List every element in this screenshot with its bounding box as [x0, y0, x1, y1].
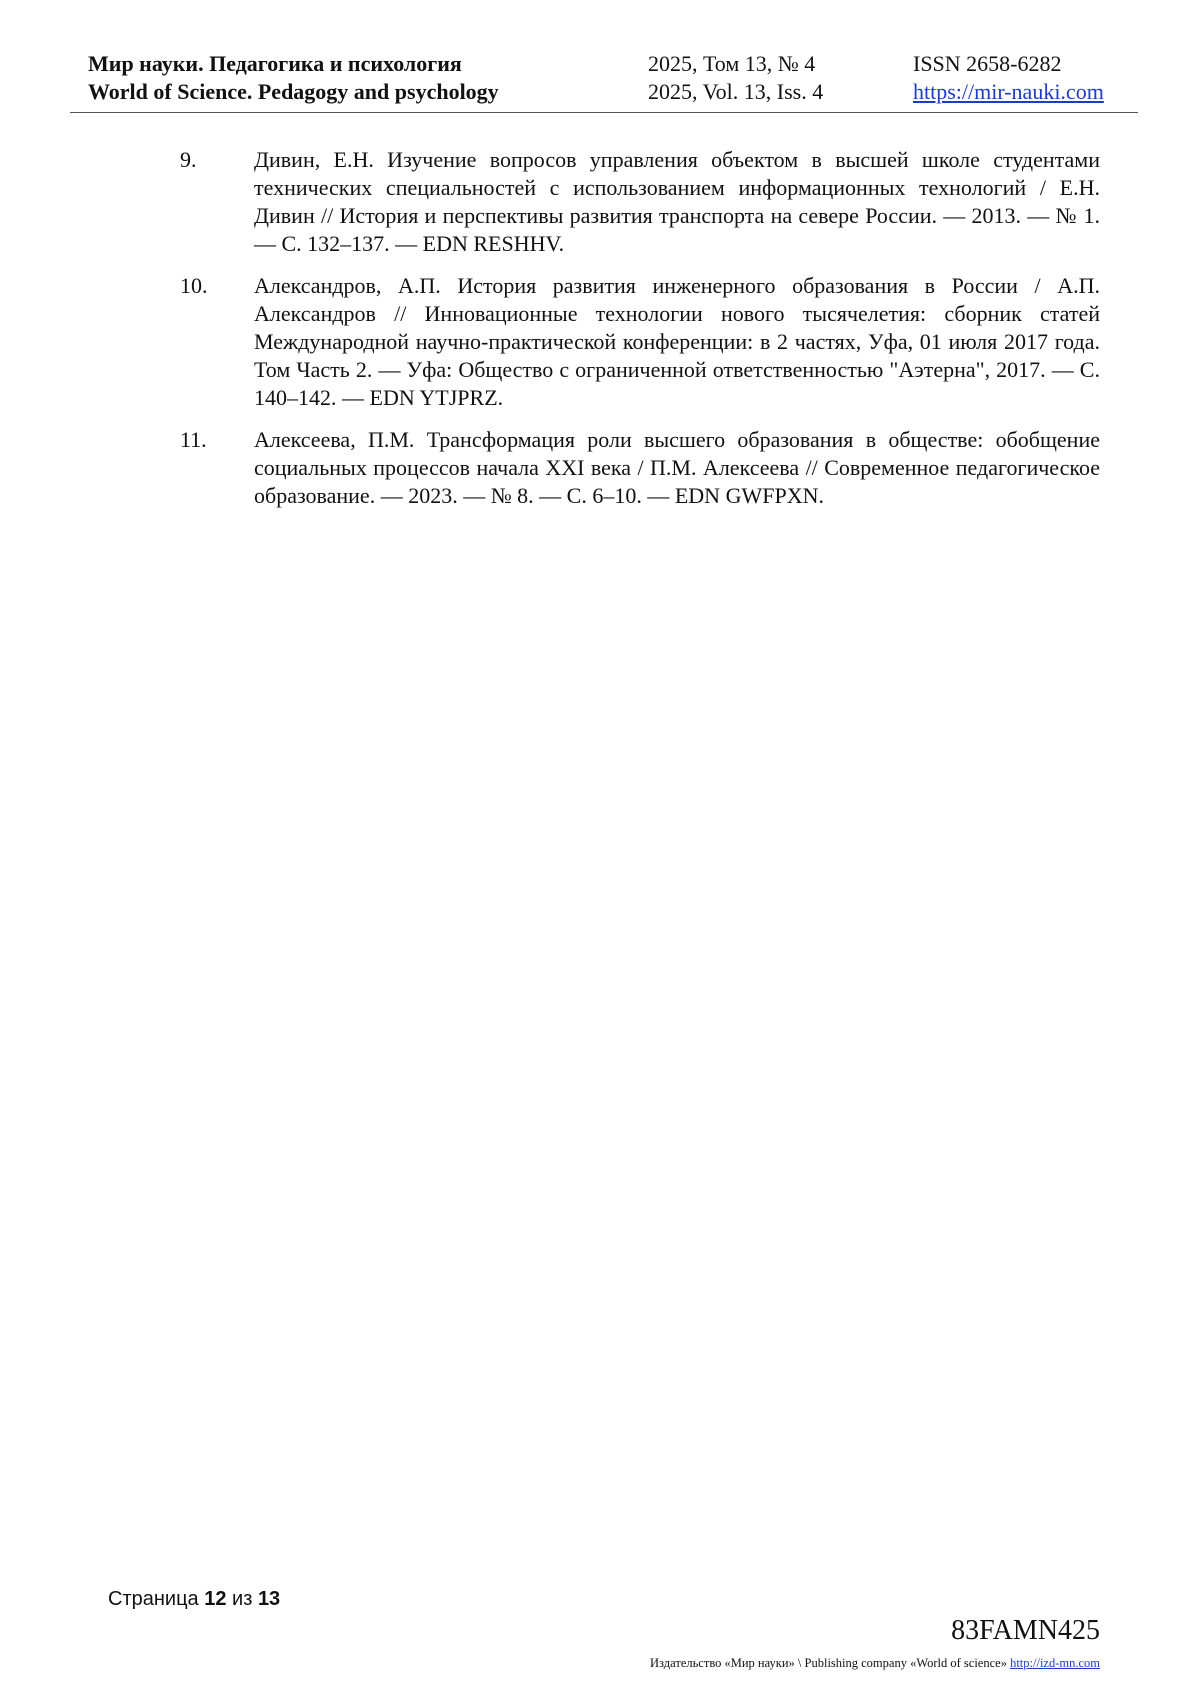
- reference-number: 9.: [180, 147, 197, 172]
- journal-title-block: [88, 50, 499, 106]
- reference-item: [180, 146, 1100, 258]
- reference-item: [180, 426, 1100, 510]
- issue-info-ru: 2025, Том 13, № 4: [648, 51, 816, 76]
- reference-list: [180, 146, 1100, 524]
- reference-number: 10.: [180, 273, 208, 298]
- publisher-text: Издательство «Мир науки» \ Publishing company «World of science»: [650, 1656, 1007, 1670]
- journal-website-link[interactable]: https://mir-nauki.com: [913, 79, 1104, 104]
- reference-text: Александров, А.П. История развития инженерного образования в России / А.П. Александров // Инновационные технологии нового тысячелетия: сборник статей Международной научно-практической конференции: в 2 частях, Уфа, 01 июля 2017 года. Том Часть 2. — Уфа: Общество с ограниченной ответственностью "Аэтерна", 2017. — С. 140–142. — EDN YTJPRZ.: [254, 273, 1100, 410]
- page-of-label: из: [232, 1588, 253, 1610]
- page-label: Страница: [108, 1588, 199, 1610]
- reference-item: [180, 272, 1100, 412]
- issue-info-en: 2025, Vol. 13, Iss. 4: [648, 79, 824, 104]
- publisher-link[interactable]: http://izd-mn.com: [1010, 1656, 1100, 1670]
- journal-header: [70, 50, 1138, 113]
- reference-text: Дивин, Е.Н. Изучение вопросов управления объектом в высшей школе студентами технических специальностей с использованием информационных технологий / Е.Н. Дивин // История и перспективы развития транспорта на севере России. — 2013. — № 1. — С. 132–137. — EDN RESHHV.: [254, 147, 1100, 256]
- publisher-line: [650, 1655, 1100, 1671]
- issue-info-block: [648, 50, 823, 106]
- issn-label: ISSN 2658-6282: [913, 51, 1062, 76]
- page-current: 12: [204, 1588, 227, 1610]
- journal-title-ru: Мир науки. Педагогика и психология: [88, 51, 462, 76]
- reference-text: Алексеева, П.М. Трансформация роли высшего образования в обществе: обобщение социальных процессов начала XXI века / П.М. Алексеева // Современное педагогическое образование. — 2023. — № 8. — С. 6–10. — EDN GWFPXN.: [254, 427, 1100, 508]
- reference-number: 11.: [180, 427, 207, 452]
- page-total: 13: [257, 1588, 281, 1610]
- issn-block: [913, 50, 1104, 106]
- page-number: [108, 1586, 280, 1612]
- journal-title-en: World of Science. Pedagogy and psychology: [88, 79, 499, 104]
- article-code: 83FAMN425: [951, 1615, 1100, 1646]
